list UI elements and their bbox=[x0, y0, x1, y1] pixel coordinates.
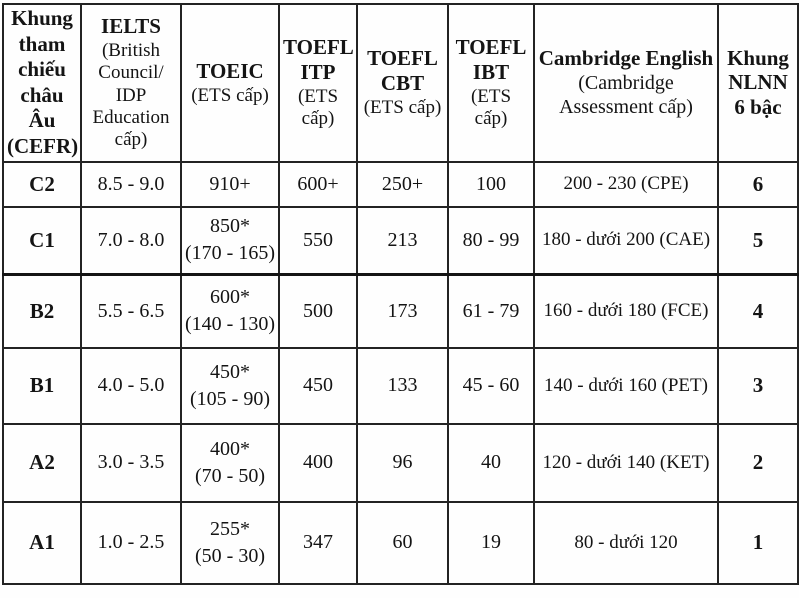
cell-toefl-itp-score: 600+ bbox=[279, 162, 357, 207]
cell-ielts-score: 1.0 - 2.5 bbox=[81, 502, 181, 584]
table-row-b1 bbox=[3, 348, 798, 424]
cell-ielts-score: 8.5 - 9.0 bbox=[81, 162, 181, 207]
toeic-score-note: (170 - 165) bbox=[185, 242, 275, 265]
cell-toefl-ibt-score: 100 bbox=[448, 162, 534, 207]
toeic-score-note: (105 - 90) bbox=[190, 387, 270, 410]
cell-toeic-score bbox=[181, 502, 279, 584]
cell-toefl-ibt-score: 80 - 99 bbox=[448, 207, 534, 275]
col-header-toefl-itp-sub: (ETS cấp) bbox=[297, 85, 339, 130]
toeic-score-main: 850* bbox=[210, 215, 250, 238]
col-header-toefl-cbt-title: TOEFL CBT bbox=[367, 46, 438, 96]
table-row-c2 bbox=[3, 162, 798, 207]
col-header-toefl-cbt bbox=[357, 4, 448, 162]
cell-nlnn-level: 1 bbox=[718, 502, 798, 584]
table-row-a2 bbox=[3, 424, 798, 502]
header-row bbox=[3, 4, 798, 162]
cell-nlnn-level: 5 bbox=[718, 207, 798, 275]
cell-cambridge-score: 180 - dưới 200 (CAE) bbox=[534, 207, 718, 275]
cell-toeic-score bbox=[181, 348, 279, 424]
cell-cambridge-score: 80 - dưới 120 bbox=[534, 502, 718, 584]
col-header-cambridge bbox=[534, 4, 718, 162]
col-header-cambridge-sub: (Cambridge Assessment cấp) bbox=[559, 72, 693, 118]
cell-toeic-score bbox=[181, 275, 279, 348]
cell-cambridge-score: 140 - dưới 160 (PET) bbox=[534, 348, 718, 424]
table-row-a1 bbox=[3, 502, 798, 584]
col-header-toefl-ibt-sub: (ETS cấp) bbox=[470, 85, 512, 130]
toeic-score-main: 600* bbox=[210, 286, 250, 309]
col-header-toefl-itp-title: TOEFL ITP bbox=[283, 35, 354, 84]
col-header-toefl-ibt bbox=[448, 4, 534, 162]
col-header-nlnn-title: Khung NLNN 6 bậc bbox=[727, 45, 789, 120]
col-header-toefl-cbt-sub: (ETS cấp) bbox=[363, 96, 442, 118]
col-header-ielts-sub: (British Council/ IDP Education cấp) bbox=[92, 39, 170, 151]
cell-nlnn-level: 4 bbox=[718, 275, 798, 348]
cell-cefr-level: A1 bbox=[3, 502, 81, 584]
toeic-score-main: 450* bbox=[210, 360, 250, 383]
table-row-c1 bbox=[3, 207, 798, 275]
toeic-score-note: (140 - 130) bbox=[185, 313, 275, 336]
cell-toeic-score bbox=[181, 162, 279, 207]
cell-toefl-cbt-score: 96 bbox=[357, 424, 448, 502]
cell-toefl-cbt-score: 213 bbox=[357, 207, 448, 275]
cell-toeic-score bbox=[181, 424, 279, 502]
cell-nlnn-level: 3 bbox=[718, 348, 798, 424]
col-header-nlnn bbox=[718, 4, 798, 162]
cell-toefl-itp-score: 500 bbox=[279, 275, 357, 348]
cell-cefr-level: A2 bbox=[3, 424, 81, 502]
score-conversion-table bbox=[2, 3, 799, 585]
cell-nlnn-level: 2 bbox=[718, 424, 798, 502]
cell-toefl-ibt-score: 19 bbox=[448, 502, 534, 584]
col-header-toefl-itp bbox=[279, 4, 357, 162]
toeic-score-note: (70 - 50) bbox=[195, 464, 265, 487]
cell-toefl-cbt-score: 133 bbox=[357, 348, 448, 424]
col-header-cefr-title: Khung tham chiếu châu Âu (CEFR) bbox=[7, 6, 79, 159]
cell-toefl-itp-score: 550 bbox=[279, 207, 357, 275]
cell-toefl-itp-score: 400 bbox=[279, 424, 357, 502]
toeic-score-main: 255* bbox=[210, 517, 250, 540]
cell-cefr-level: B2 bbox=[3, 275, 81, 348]
cell-toefl-itp-score: 347 bbox=[279, 502, 357, 584]
col-header-toeic bbox=[181, 4, 279, 162]
cell-toefl-cbt-score: 60 bbox=[357, 502, 448, 584]
cell-cambridge-score: 160 - dưới 180 (FCE) bbox=[534, 275, 718, 348]
cell-toefl-itp-score: 450 bbox=[279, 348, 357, 424]
col-header-toefl-ibt-title: TOEFL IBT bbox=[455, 35, 527, 84]
cell-cefr-level: C1 bbox=[3, 207, 81, 275]
cell-cambridge-score: 120 - dưới 140 (KET) bbox=[534, 424, 718, 502]
col-header-cefr bbox=[3, 4, 81, 162]
cell-cefr-level: C2 bbox=[3, 162, 81, 207]
cell-ielts-score: 5.5 - 6.5 bbox=[81, 275, 181, 348]
cell-toefl-cbt-score: 250+ bbox=[357, 162, 448, 207]
cell-cambridge-score: 200 - 230 (CPE) bbox=[534, 162, 718, 207]
col-header-ielts-title: IELTS bbox=[101, 13, 161, 38]
cell-ielts-score: 3.0 - 3.5 bbox=[81, 424, 181, 502]
col-header-toeic-sub: (ETS cấp) bbox=[191, 84, 269, 106]
cell-toeic-score bbox=[181, 207, 279, 275]
cell-cefr-level: B1 bbox=[3, 348, 81, 424]
toeic-score-main: 910+ bbox=[209, 172, 251, 195]
toeic-score-main: 400* bbox=[210, 437, 250, 460]
cell-ielts-score: 7.0 - 8.0 bbox=[81, 207, 181, 275]
cell-toefl-cbt-score: 173 bbox=[357, 275, 448, 348]
cell-nlnn-level: 6 bbox=[718, 162, 798, 207]
table-row-b2 bbox=[3, 275, 798, 348]
col-header-cambridge-title: Cambridge English bbox=[538, 46, 714, 71]
toeic-score-note: (50 - 30) bbox=[195, 544, 265, 567]
cell-ielts-score: 4.0 - 5.0 bbox=[81, 348, 181, 424]
cell-toefl-ibt-score: 45 - 60 bbox=[448, 348, 534, 424]
cell-toefl-ibt-score: 61 - 79 bbox=[448, 275, 534, 348]
col-header-ielts bbox=[81, 4, 181, 162]
cell-toefl-ibt-score: 40 bbox=[448, 424, 534, 502]
col-header-toeic-title: TOEIC bbox=[196, 58, 264, 83]
